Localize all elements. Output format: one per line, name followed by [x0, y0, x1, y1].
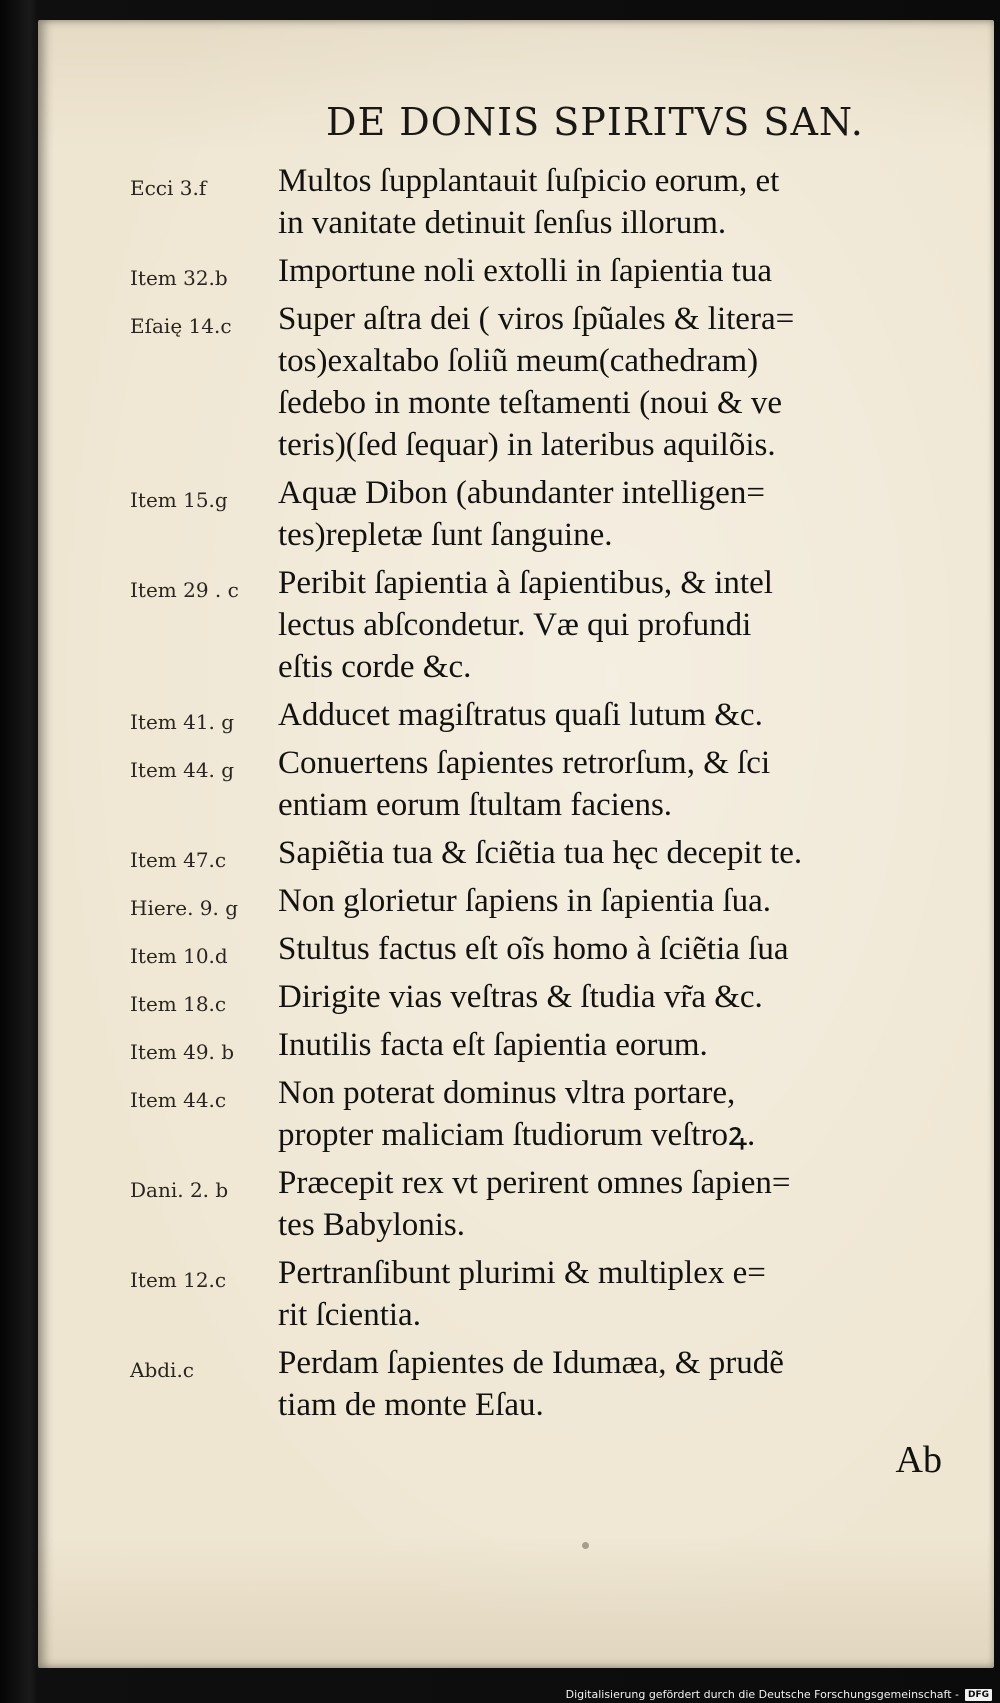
margin-reference: Eſaię 14.c	[130, 314, 232, 338]
citation-entry	[130, 1072, 990, 1156]
citation-entry	[130, 1342, 990, 1426]
entry-text	[278, 976, 990, 1018]
margin-reference: Item 12.c	[130, 1268, 227, 1292]
text-line: rit ſcientia.	[278, 1297, 421, 1333]
entry-text	[278, 928, 990, 970]
book-page	[38, 20, 994, 1668]
text-line: Adducet magiſtratus quaſi lutum &c.	[278, 697, 763, 733]
text-line: tes)repletæ ſunt ſanguine.	[278, 517, 613, 553]
text-line: tos)exaltabo ſoliũ meum(cathedram)	[278, 343, 759, 379]
text-line: entiam eorum ſtultam faciens.	[278, 787, 673, 823]
margin-reference: Item 49. b	[130, 1040, 235, 1064]
margin-reference: Dani. 2. b	[130, 1178, 229, 1202]
text-line: Non glorietur ſapiens in ſapientia ſua.	[278, 883, 772, 919]
text-line: Sapiẽtia tua & ſciẽtia tua hęc decepit te.	[278, 835, 803, 871]
entry-text	[278, 160, 990, 244]
text-line: Super aſtra dei ( viros ſpũales & litera=	[278, 301, 795, 337]
text-line: Stultus factus eſt oĩs homo à ſciẽtia ſua	[278, 931, 789, 967]
text-line: Pertranſibunt plurimi & multiplex e=	[278, 1255, 766, 1291]
text-line: lectus abſcondetur. Væ qui profundi	[278, 607, 752, 643]
entry-text	[278, 562, 990, 688]
credit-text: Digitalisierung gefördert durch die Deutsche Forschungsgemeinschaft -	[565, 1688, 959, 1701]
entry-text	[278, 298, 990, 466]
citation-entry	[130, 928, 990, 970]
text-line: Multos ſupplantauit ſuſpicio eorum, et	[278, 163, 780, 199]
text-line: Perdam ſapientes de Idumæa, & prudẽ	[278, 1345, 784, 1381]
running-head: DE DONIS SPIRITVS SAN.	[326, 100, 864, 144]
text-line: teris)(ſed ſequar) in lateribus aquilõis.	[278, 427, 776, 463]
citation-entry	[130, 472, 990, 556]
text-line: Non poterat dominus vltra portare,	[278, 1075, 736, 1111]
entry-text	[278, 742, 990, 826]
text-line: Dirigite vias veſtras & ſtudia vr̃a &c.	[278, 979, 763, 1015]
margin-reference: Item 41. g	[130, 710, 235, 734]
text-line: propter maliciam ſtudiorum veſtroꝝ.	[278, 1117, 756, 1153]
dfg-logo-icon: DFG	[965, 1689, 992, 1701]
entry-text	[278, 1162, 990, 1246]
citation-entry	[130, 1024, 990, 1066]
margin-reference: Item 44.c	[130, 1088, 227, 1112]
text-line: Importune noli extolli in ſapientia tua	[278, 253, 772, 289]
margin-reference: Item 29 . c	[130, 578, 239, 602]
entry-text	[278, 694, 990, 736]
margin-reference: Item 15.g	[130, 488, 228, 512]
citation-entry	[130, 562, 990, 688]
entry-text	[278, 472, 990, 556]
text-line: tiam de monte Eſau.	[278, 1387, 544, 1423]
margin-reference: Abdi.c	[130, 1358, 195, 1382]
citation-entry	[130, 1252, 990, 1336]
citation-entry	[130, 1162, 990, 1246]
margin-reference: Ecci 3.f	[130, 176, 207, 200]
margin-reference: Item 44. g	[130, 758, 235, 782]
citation-entry	[130, 832, 990, 874]
text-line: Conuertens ſapientes retrorſum, & ſci	[278, 745, 771, 781]
text-line: in vanitate detinuit ſenſus illorum.	[278, 205, 727, 241]
citation-entry	[130, 250, 990, 292]
citation-entry	[130, 880, 990, 922]
digitization-credit	[566, 1688, 992, 1701]
citation-entry	[130, 742, 990, 826]
citation-list	[130, 160, 990, 1432]
citation-entry	[130, 160, 990, 244]
citation-entry	[130, 976, 990, 1018]
margin-reference: Hiere. 9. g	[130, 896, 239, 920]
text-line: eſtis corde &c.	[278, 649, 472, 685]
text-line: Aquæ Dibon (abundanter intelligen=	[278, 475, 765, 511]
entry-text	[278, 250, 990, 292]
catchword: Ab	[895, 1439, 942, 1481]
citation-entry	[130, 694, 990, 736]
margin-reference: Item 32.b	[130, 266, 228, 290]
entry-text	[278, 1024, 990, 1066]
citation-entry	[130, 298, 990, 466]
margin-reference: Item 18.c	[130, 992, 227, 1016]
entry-text	[278, 880, 990, 922]
text-line: ſedebo in monte teſtamenti (noui & ve	[278, 385, 783, 421]
margin-reference: Item 10.d	[130, 944, 228, 968]
entry-text	[278, 832, 990, 874]
text-line: Præcepit rex vt perirent omnes ſapien=	[278, 1165, 791, 1201]
text-line: Peribit ſapientia à ſapientibus, & intel	[278, 565, 773, 601]
entry-text	[278, 1072, 990, 1156]
text-line: tes Babylonis.	[278, 1207, 465, 1243]
paper-speck	[582, 1542, 589, 1549]
margin-reference: Item 47.c	[130, 848, 227, 872]
entry-text	[278, 1252, 990, 1336]
entry-text	[278, 1342, 990, 1426]
text-line: Inutilis facta eſt ſapientia eorum.	[278, 1027, 708, 1063]
